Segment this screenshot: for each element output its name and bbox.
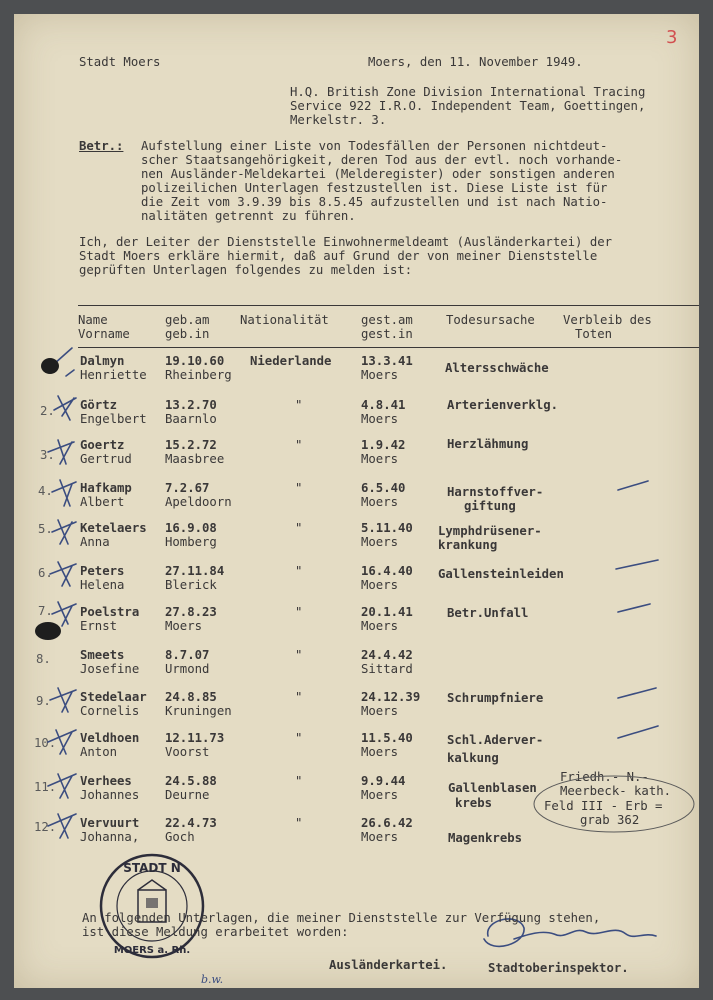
surname: Goertz bbox=[80, 438, 125, 452]
pen-dash bbox=[616, 560, 658, 569]
row-number: 3. bbox=[40, 448, 55, 462]
document-page bbox=[14, 14, 699, 988]
death-place: Moers bbox=[361, 535, 399, 549]
death-date: 5.11.40 bbox=[361, 521, 413, 535]
death-place: Moers bbox=[361, 830, 399, 844]
death-date: 16.4.40 bbox=[361, 564, 413, 578]
pen-cross-mark bbox=[48, 730, 76, 754]
firstname: Gertrud bbox=[80, 452, 132, 466]
birth-date: 24.5.88 bbox=[165, 774, 217, 788]
nationality: Niederlande bbox=[250, 354, 332, 368]
birth-date: 24.8.85 bbox=[165, 690, 217, 704]
birth-place: Moers bbox=[165, 619, 203, 633]
birth-place: Apeldoorn bbox=[165, 495, 232, 509]
ditto-mark: " bbox=[295, 731, 303, 745]
cause-of-death: Magenkrebs bbox=[448, 831, 523, 845]
birth-place: Goch bbox=[165, 830, 195, 844]
pen-cross-mark bbox=[52, 480, 76, 506]
birth-date: 27.8.23 bbox=[165, 605, 217, 619]
death-date: 1.9.42 bbox=[361, 438, 406, 452]
death-date: 24.4.42 bbox=[361, 648, 413, 662]
cause-of-death: Gallensteinleiden bbox=[438, 567, 564, 581]
row-number: 4. bbox=[38, 484, 53, 498]
addressee-line: Service 922 I.R.O. Independent Team, Goettingen, bbox=[290, 99, 646, 113]
death-place: Moers bbox=[361, 745, 399, 759]
pen-dash bbox=[618, 481, 648, 490]
ink-blot bbox=[41, 358, 59, 374]
page-number: 3 bbox=[666, 27, 678, 48]
subject-line: nen Ausländer-Meldekartei (Melderegister) oder sonstigen anderen bbox=[141, 167, 615, 181]
signatory-title: Stadtoberinspektor. bbox=[488, 961, 629, 975]
subject-line: nalitäten getrennt zu führen. bbox=[141, 209, 356, 223]
ditto-mark: " bbox=[295, 690, 303, 704]
row-number: 6. bbox=[38, 566, 53, 580]
death-place: Moers bbox=[361, 788, 399, 802]
death-date: 13.3.41 bbox=[361, 354, 413, 368]
cause-of-death-cont: kalkung bbox=[447, 751, 499, 765]
footer-line: An folgenden Unterlagen, die meiner Dienststelle zur Verfügung stehen, bbox=[82, 911, 601, 925]
death-date: 20.1.41 bbox=[361, 605, 413, 619]
surname: Görtz bbox=[80, 398, 118, 412]
birth-place: Homberg bbox=[165, 535, 217, 549]
firstname: Engelbert bbox=[80, 412, 147, 426]
burial-note: Feld III - Erb = bbox=[544, 799, 663, 813]
death-date: 26.6.42 bbox=[361, 816, 413, 830]
subject-line: polizeilichen Unterlagen festzustellen ist. Diese Liste ist für bbox=[141, 181, 608, 195]
addressee-line: H.Q. British Zone Division International Tracing bbox=[290, 85, 646, 99]
ditto-mark: " bbox=[295, 564, 303, 578]
note-outline bbox=[534, 776, 694, 832]
cause-of-death: Herzlähmung bbox=[447, 437, 529, 451]
burial-note: grab 362 bbox=[580, 813, 640, 827]
row-number: 10. bbox=[34, 736, 57, 750]
cause-of-death-cont: krebs bbox=[455, 796, 493, 810]
birth-place: Rheinberg bbox=[165, 368, 232, 382]
death-date: 6.5.40 bbox=[361, 481, 406, 495]
firstname: Henriette bbox=[80, 368, 147, 382]
death-date: 4.8.41 bbox=[361, 398, 406, 412]
death-date: 11.5.40 bbox=[361, 731, 413, 745]
ditto-mark: " bbox=[295, 816, 303, 830]
firstname: Johanna, bbox=[80, 830, 140, 844]
ditto-mark: " bbox=[295, 774, 303, 788]
pen-dash bbox=[618, 604, 650, 612]
firstname: Anton bbox=[80, 745, 118, 759]
surname: Stedelaar bbox=[80, 690, 147, 704]
col-remains-2: Toten bbox=[575, 327, 613, 341]
surname: Veldhoen bbox=[80, 731, 140, 745]
row-number: 7. bbox=[38, 604, 53, 618]
cause-of-death: Schl.Aderver- bbox=[447, 733, 544, 747]
birth-date: 8.7.07 bbox=[165, 648, 210, 662]
col-died-in: gest.in bbox=[361, 327, 413, 341]
pen-dash bbox=[618, 688, 656, 698]
birth-date: 16.9.08 bbox=[165, 521, 217, 535]
pen-cross-mark bbox=[48, 774, 76, 798]
pen-marks bbox=[14, 14, 699, 988]
row-number: 12. bbox=[34, 820, 57, 834]
birth-date: 13.2.70 bbox=[165, 398, 217, 412]
birth-date: 27.11.84 bbox=[165, 564, 225, 578]
firstname: Johannes bbox=[80, 788, 140, 802]
pen-cross-mark bbox=[52, 602, 76, 626]
surname: Verhees bbox=[80, 774, 132, 788]
declaration-line: Ich, der Leiter der Dienststelle Einwohnermeldeamt (Ausländerkartei) der bbox=[79, 235, 613, 249]
birth-place: Voorst bbox=[165, 745, 210, 759]
row-number: 5. bbox=[38, 522, 53, 536]
firstname: Ernst bbox=[80, 619, 118, 633]
pen-cross-mark bbox=[48, 814, 76, 838]
cause-of-death: Harnstoffver- bbox=[447, 485, 544, 499]
cause-of-death: Betr.Unfall bbox=[447, 606, 529, 620]
subject-line: scher Staatsangehörigkeit, deren Tod aus der evtl. noch vorhande- bbox=[141, 153, 623, 167]
row-number: 11. bbox=[34, 780, 57, 794]
stamp-bottom-text: MOERS a. Rh. bbox=[113, 945, 191, 956]
birth-place: Blerick bbox=[165, 578, 217, 592]
cause-of-death: Arterienverklg. bbox=[447, 398, 559, 412]
surname: Smeets bbox=[80, 648, 125, 662]
subject-line: Aufstellung einer Liste von Todesfällen der Personen nichtdeut- bbox=[141, 139, 608, 153]
declaration-line: Stadt Moers erkläre hiermit, daß auf Grund der von meiner Dienststelle bbox=[79, 249, 598, 263]
ditto-mark: " bbox=[295, 648, 303, 662]
subject-label: Betr.: bbox=[79, 139, 124, 153]
subject-line: die Zeit vom 3.9.39 bis 8.5.45 aufzustellen und ist nach Natio- bbox=[141, 195, 608, 209]
birth-place: Maasbree bbox=[165, 452, 225, 466]
death-place: Moers bbox=[361, 368, 399, 382]
col-cause: Todesursache bbox=[446, 313, 535, 327]
firstname: Josefine bbox=[80, 662, 140, 676]
cause-of-death: Lymphdrüsener- bbox=[438, 524, 542, 538]
stamp-top-text: STADT N bbox=[123, 861, 181, 875]
pen-cross-mark bbox=[50, 688, 76, 712]
death-place: Moers bbox=[361, 412, 399, 426]
death-date: 24.12.39 bbox=[361, 690, 421, 704]
surname: Poelstra bbox=[80, 605, 140, 619]
birth-date: 12.11.73 bbox=[165, 731, 225, 745]
initials: b.w. bbox=[201, 973, 224, 986]
declaration-line: geprüften Unterlagen folgendes zu melden ist: bbox=[79, 263, 413, 277]
source-name: Ausländerkartei. bbox=[329, 958, 448, 972]
cause-of-death-cont: krankung bbox=[438, 538, 498, 552]
sender: Stadt Moers bbox=[79, 55, 161, 69]
death-place: Sittard bbox=[361, 662, 413, 676]
death-place: Moers bbox=[361, 495, 399, 509]
surname: Dalmyn bbox=[80, 354, 125, 368]
birth-place: Baarnlo bbox=[165, 412, 217, 426]
birth-place: Kruningen bbox=[165, 704, 232, 718]
cause-of-death: Altersschwäche bbox=[445, 361, 549, 375]
row-number: 9. bbox=[36, 694, 51, 708]
firstname: Albert bbox=[80, 495, 125, 509]
ink-blot bbox=[35, 622, 61, 640]
death-place: Moers bbox=[361, 619, 399, 633]
ditto-mark: " bbox=[295, 481, 303, 495]
burial-note: Friedh.- N.- bbox=[560, 770, 649, 784]
city-stamp-icon bbox=[98, 852, 206, 960]
death-place: Moers bbox=[361, 578, 399, 592]
surname: Vervuurt bbox=[80, 816, 140, 830]
surname: Hafkamp bbox=[80, 481, 132, 495]
row-number: 2. bbox=[40, 404, 55, 418]
col-nationality: Nationalität bbox=[240, 313, 329, 327]
row-number: 8. bbox=[36, 652, 51, 666]
pen-cross-mark bbox=[52, 520, 76, 544]
firstname: Helena bbox=[80, 578, 125, 592]
pen-cross-mark bbox=[50, 562, 76, 586]
pen-cross-mark bbox=[54, 396, 76, 420]
cause-of-death-cont: giftung bbox=[464, 499, 516, 513]
footer-line: ist diese Meldung erarbeitet worden: bbox=[82, 925, 349, 939]
death-date: 9.9.44 bbox=[361, 774, 406, 788]
firstname: Cornelis bbox=[80, 704, 140, 718]
col-born: geb.am bbox=[165, 313, 210, 327]
addressee-line: Merkelstr. 3. bbox=[290, 113, 387, 127]
ditto-mark: " bbox=[295, 605, 303, 619]
col-name: Name bbox=[78, 313, 108, 327]
birth-date: 19.10.60 bbox=[165, 354, 225, 368]
surname: Ketelaers bbox=[80, 521, 147, 535]
birth-date: 15.2.72 bbox=[165, 438, 217, 452]
cause-of-death: Schrumpfniere bbox=[447, 691, 544, 705]
firstname: Anna bbox=[80, 535, 110, 549]
birth-place: Urmond bbox=[165, 662, 210, 676]
burial-note: Meerbeck- kath. bbox=[560, 784, 672, 798]
place-date: Moers, den 11. November 1949. bbox=[368, 55, 583, 69]
ditto-mark: " bbox=[295, 398, 303, 412]
birth-date: 22.4.73 bbox=[165, 816, 217, 830]
birth-date: 7.2.67 bbox=[165, 481, 210, 495]
col-remains: Verbleib des bbox=[563, 313, 652, 327]
birth-place: Deurne bbox=[165, 788, 210, 802]
surname: Peters bbox=[80, 564, 125, 578]
pen-dash bbox=[618, 726, 658, 738]
ditto-mark: " bbox=[295, 438, 303, 452]
death-place: Moers bbox=[361, 704, 399, 718]
col-born-in: geb.in bbox=[165, 327, 210, 341]
ditto-mark: " bbox=[295, 521, 303, 535]
death-place: Moers bbox=[361, 452, 399, 466]
col-died: gest.am bbox=[361, 313, 413, 327]
cause-of-death: Gallenblasen bbox=[448, 781, 537, 795]
col-firstname: Vorname bbox=[78, 327, 130, 341]
pen-cross-mark bbox=[48, 440, 74, 464]
